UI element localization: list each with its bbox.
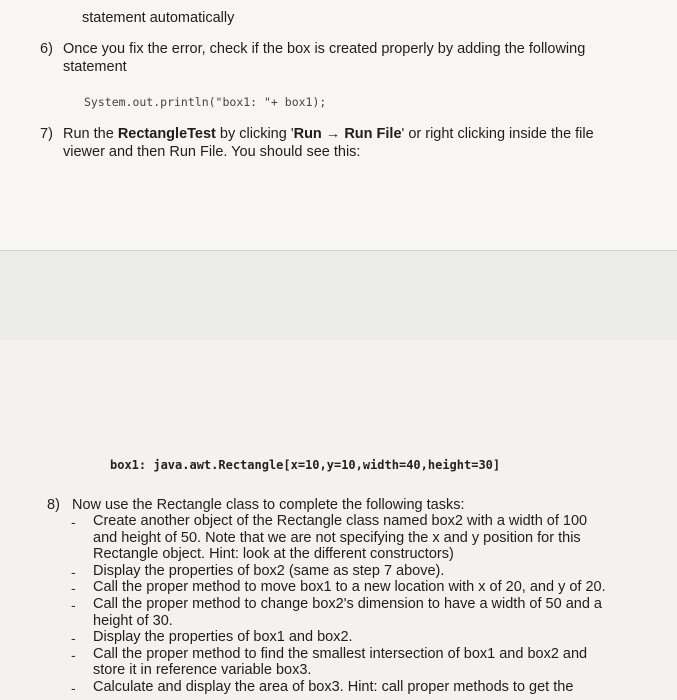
bullet-dash: - [71, 514, 76, 530]
task-item-line: store it in reference variable box3. [93, 662, 312, 679]
bullet-dash: - [71, 630, 76, 647]
step7-line2: viewer and then Run File. You should see this: [63, 144, 361, 160]
step7-menu-path: Run → Run File [293, 126, 402, 142]
step6-number: 6) [40, 41, 53, 57]
code-statement: System.out.println("box1: "+ box1); [84, 95, 327, 109]
task-item-line: Rectangle object. Hint: look at the different constructors) [93, 546, 454, 563]
task-item-line: Call the proper method to move box1 to a new location with x of 20, and y of 20. [93, 579, 606, 596]
step6-line1: Once you fix the error, check if the box is created properly by adding the following [63, 41, 586, 57]
bullet-dash: - [71, 646, 76, 663]
task-item-line: Display the properties of box1 and box2. [93, 629, 353, 646]
step8-intro: Now use the Rectangle class to complete the following tasks: [72, 497, 465, 513]
task-item-line: Calculate and display the area of box3. Hint: call proper methods to get the [93, 679, 574, 695]
top-fragment-text: statement automatically [82, 10, 235, 26]
console-output-line: box1: java.awt.Rectangle[x=10,y=10,width=40,height=30] [110, 458, 501, 472]
bullet-dash: - [71, 563, 76, 580]
task-item-line: Call the proper method to change box2's dimension to have a width of 50 and a [93, 596, 602, 612]
bullet-dash: - [71, 597, 76, 613]
step7-number: 7) [40, 126, 53, 142]
task-item-line: Display the properties of box2 (same as step 7 above). [93, 562, 445, 579]
bullet-dash: - [71, 580, 76, 597]
page-top [0, 0, 677, 250]
bullet-dash: - [71, 680, 76, 696]
step7-class-name: RectangleTest [117, 126, 216, 142]
task-item-line: Call the proper method to find the smallest intersection of box1 and box2 and [93, 645, 588, 662]
step8-number: 8) [47, 497, 60, 513]
task-item-line: and height of 50. Note that we are not specifying the x and y position for this [93, 529, 581, 546]
blank-output-area [0, 250, 677, 342]
step6-line2: statement [63, 59, 127, 75]
step7-line1: Run the RectangleTest by clicking 'Run → Run File' or right clicking inside the file [63, 126, 594, 142]
task-item-line: Create another object of the Rectangle class named box2 with a width of 100 [93, 513, 588, 529]
task-item-line: height of 30. [93, 612, 173, 629]
